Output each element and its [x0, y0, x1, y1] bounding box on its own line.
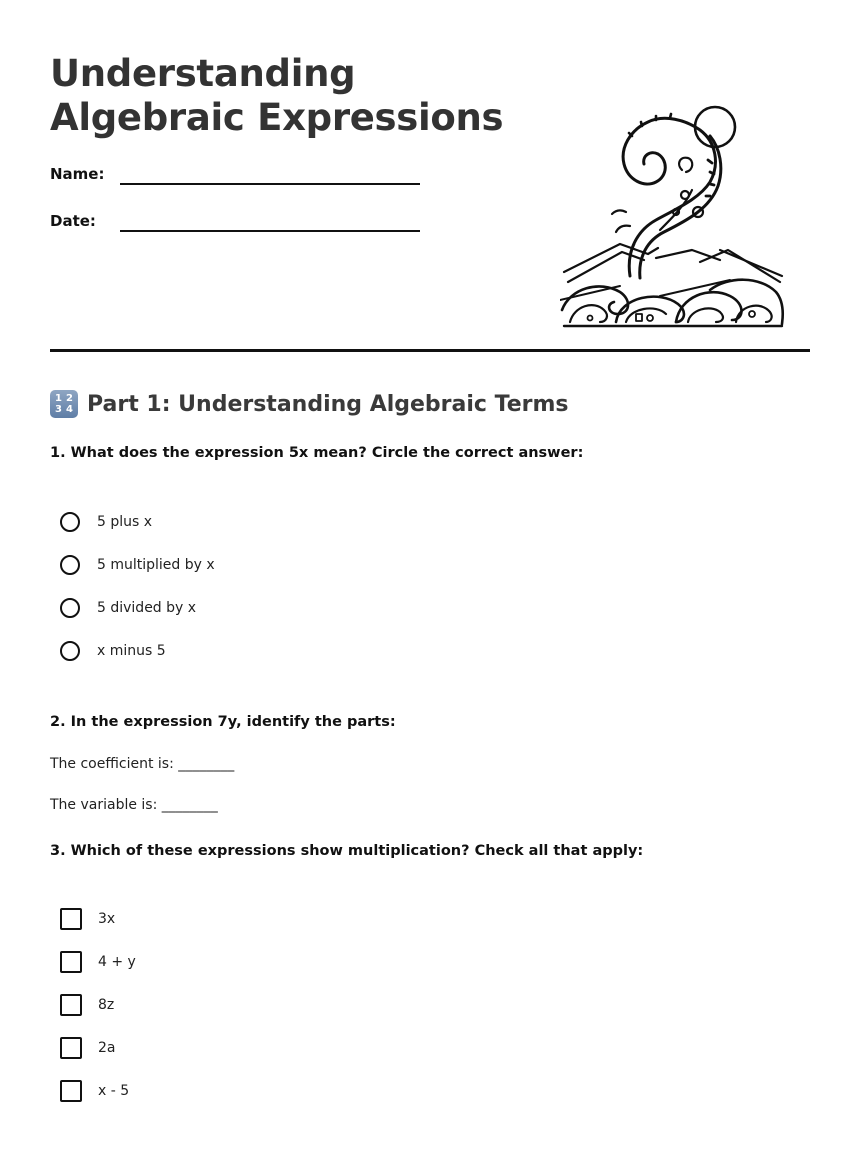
q1-option-1-label: 5 plus x — [97, 514, 153, 530]
worksheet-page — [50, 0, 810, 1161]
q3-option-1[interactable] — [60, 907, 115, 931]
q1-option-1[interactable] — [60, 510, 152, 534]
q1-option-3[interactable] — [60, 596, 196, 620]
page-title-line-1: Understanding — [50, 52, 356, 95]
q3-option-4-label: 2a — [98, 1040, 116, 1056]
radio-circle[interactable] — [60, 555, 80, 575]
q3-option-2[interactable] — [60, 950, 136, 974]
q3-option-3[interactable] — [60, 993, 114, 1017]
name-blank-line[interactable] — [120, 183, 420, 185]
date-label: Date: — [50, 212, 96, 230]
variable-blank[interactable]: The variable is: ________ — [50, 797, 218, 813]
part1-heading-text: Part 1: Understanding Algebraic Terms — [87, 391, 569, 417]
coefficient-blank[interactable]: The coefficient is: ________ — [50, 756, 235, 772]
q1-option-2[interactable] — [60, 553, 215, 577]
checkbox[interactable] — [60, 908, 82, 930]
page-title — [50, 52, 520, 140]
q3-option-2-label: 4 + y — [98, 954, 136, 970]
page-title-line-2: Algebraic Expressions — [50, 96, 504, 139]
header-divider — [50, 349, 810, 352]
q3-option-1-label: 3x — [98, 911, 116, 927]
date-blank-line[interactable] — [120, 230, 420, 232]
question-1: 1. What does the expression 5x mean? Circle the correct answer: — [50, 445, 584, 461]
radio-circle[interactable] — [60, 598, 80, 618]
q1-option-4[interactable] — [60, 639, 166, 663]
q1-option-2-label: 5 multiplied by x — [97, 557, 215, 573]
radio-circle[interactable] — [60, 641, 80, 661]
q3-option-5-label: x - 5 — [98, 1083, 130, 1099]
q3-option-5[interactable] — [60, 1079, 129, 1103]
date-field — [50, 212, 430, 242]
q3-option-4[interactable] — [60, 1036, 116, 1060]
question-3: 3. Which of these expressions show multiplication? Check all that apply: — [50, 843, 644, 859]
q1-option-4-label: x minus 5 — [97, 643, 166, 659]
part1-heading — [50, 388, 569, 420]
checkbox[interactable] — [60, 1037, 82, 1059]
radio-circle[interactable] — [60, 512, 80, 532]
input-numbers-icon: 1 2 3 4 — [50, 390, 78, 418]
name-label: Name: — [50, 165, 105, 183]
checkbox[interactable] — [60, 1080, 82, 1102]
q3-option-3-label: 8z — [98, 997, 115, 1013]
checkbox[interactable] — [60, 951, 82, 973]
name-field — [50, 165, 430, 195]
question-2: 2. In the expression 7y, identify the parts: — [50, 714, 396, 730]
checkbox[interactable] — [60, 994, 82, 1016]
q1-option-3-label: 5 divided by x — [97, 600, 197, 616]
koru-fern-illustration-icon — [560, 100, 785, 328]
